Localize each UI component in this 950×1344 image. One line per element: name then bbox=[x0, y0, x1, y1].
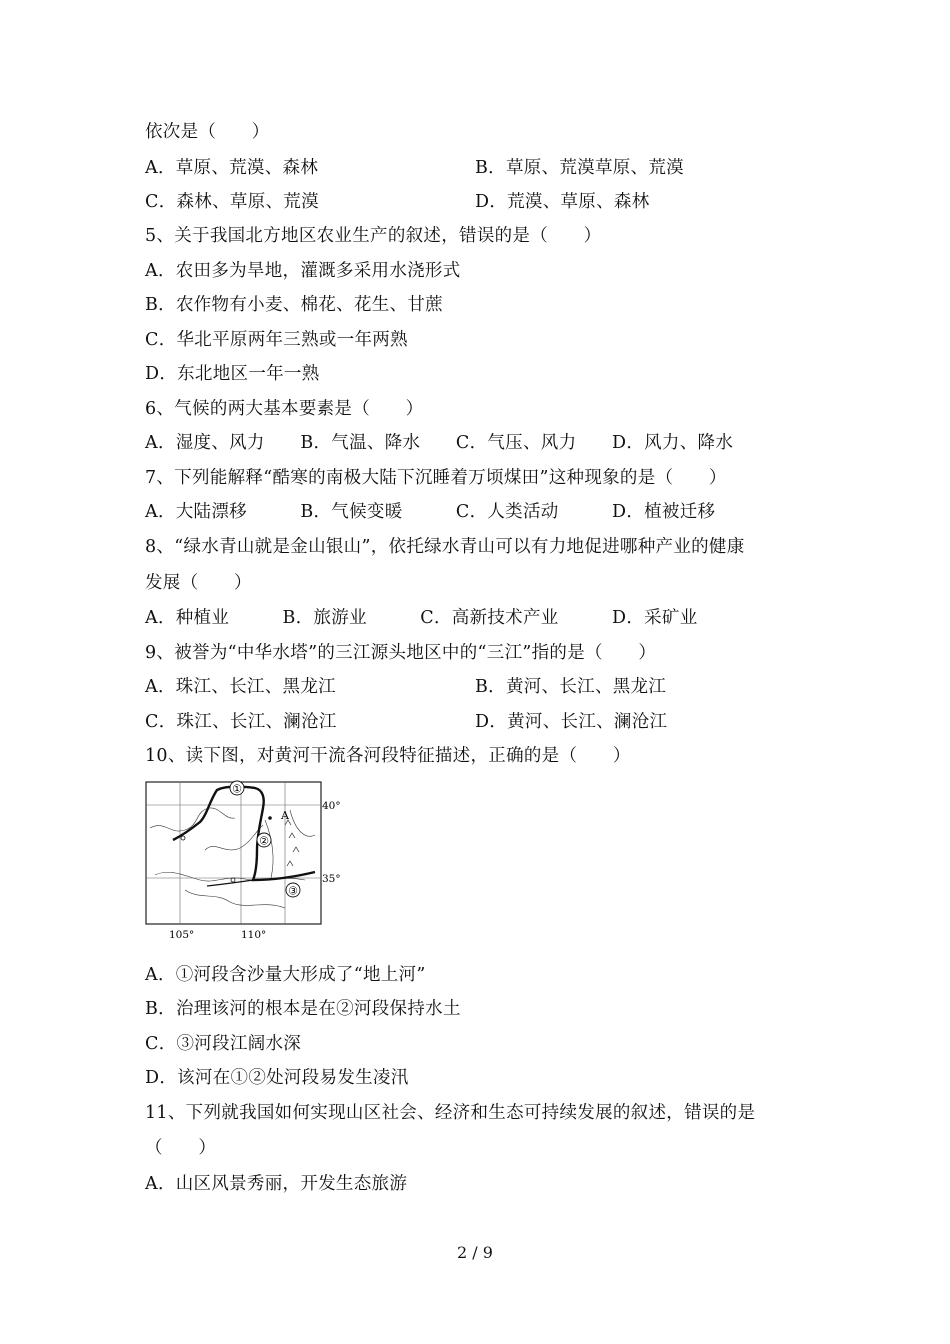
q10-option-b: B．治理该河的根本是在②河段保持水土 bbox=[145, 999, 461, 1019]
q9-option-d: D．黄河、长江、澜沧江 bbox=[475, 712, 668, 732]
q5-option-b: B．农作物有小麦、棉花、花生、甘蔗 bbox=[145, 295, 443, 315]
q5-option-c: C．华北平原两年三熟或一年两熟 bbox=[145, 330, 408, 350]
q4-option-b: B．草原、荒漠草原、荒漠 bbox=[475, 158, 684, 178]
q10-option-c: C．③河段江阔水深 bbox=[145, 1034, 302, 1054]
q7-stem: 7、下列能解释“酷寒的南极大陆下沉睡着万顷煤田”这种现象的是（ ） bbox=[145, 468, 727, 488]
q9-option-a: A．珠江、长江、黑龙江 bbox=[145, 677, 336, 697]
map-marker-a: A bbox=[281, 809, 289, 822]
map-lat-35: 35° bbox=[322, 873, 341, 885]
q11-option-a: A．山区风景秀丽，开发生态旅游 bbox=[145, 1174, 408, 1194]
map-lon-105: 105° bbox=[169, 929, 195, 940]
q4-stem-cont: 依次是（ ） bbox=[145, 122, 270, 142]
q6-stem: 6、气候的两大基本要素是（ ） bbox=[145, 399, 424, 419]
q8-options: A．种植业 B．旅游业 C．高新技术产业 D．采矿业 bbox=[145, 608, 698, 628]
q10-stem: 10、读下图，对黄河干流各河段特征描述，正确的是（ ） bbox=[145, 746, 631, 766]
q8-stem: 8、“绿水青山就是金山银山”，依托绿水青山可以有力地促进哪种产业的健康 bbox=[145, 537, 745, 557]
q11-stem: 11、下列就我国如何实现山区社会、经济和生态可持续发展的叙述，错误的是 bbox=[145, 1103, 756, 1123]
map-marker-2: ② bbox=[259, 834, 269, 848]
page-number: 2 / 9 bbox=[457, 1243, 493, 1262]
map-marker-3: ③ bbox=[288, 884, 298, 898]
q4-option-c: C．森林、草原、荒漠 bbox=[145, 192, 319, 212]
q5-option-d: D．东北地区一年一熟 bbox=[145, 364, 320, 384]
q7-options: A．大陆漂移 B．气候变暖 C．人类活动 D．植被迁移 bbox=[145, 502, 716, 522]
q9-option-b: B．黄河、长江、黑龙江 bbox=[475, 677, 667, 697]
q4-option-d: D．荒漠、草原、森林 bbox=[475, 192, 650, 212]
q10-option-a: A．①河段含沙量大形成了“地上河” bbox=[145, 965, 426, 985]
q10-option-d: D．该河在①②处河段易发生凌汛 bbox=[145, 1068, 409, 1088]
q11-stem-cont: （ ） bbox=[145, 1138, 217, 1158]
q5-option-a: A．农田多为旱地，灌溉多采用水浇形式 bbox=[145, 261, 461, 281]
q5-stem: 5、关于我国北方地区农业生产的叙述，错误的是（ ） bbox=[145, 226, 602, 246]
map-marker-1: ① bbox=[232, 782, 242, 796]
q4-option-a: A．草原、荒漠、森林 bbox=[145, 158, 319, 178]
map-lat-40: 40° bbox=[322, 800, 341, 812]
q6-options: A．湿度、风力 B．气温、降水 C．气压、风力 D．风力、降水 bbox=[145, 433, 734, 453]
map-lon-110: 110° bbox=[241, 929, 267, 940]
q9-option-c: C．珠江、长江、澜沧江 bbox=[145, 712, 337, 732]
yellow-river-map bbox=[145, 780, 345, 940]
q9-stem: 9、被誉为“中华水塔”的三江源头地区中的“三江”指的是（ ） bbox=[145, 643, 657, 663]
q8-stem-cont: 发展（ ） bbox=[145, 573, 252, 593]
